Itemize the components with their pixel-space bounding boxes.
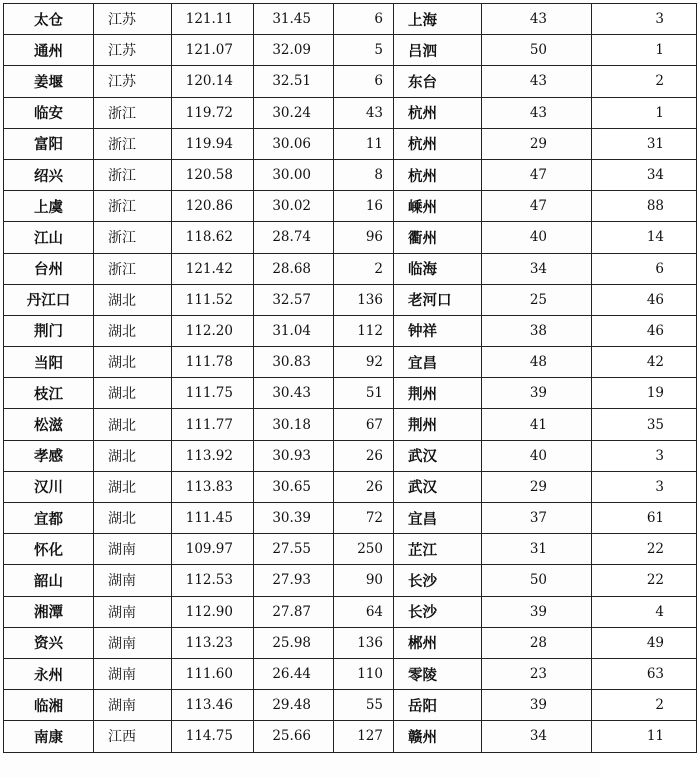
province-cell: 湖南	[94, 627, 172, 658]
city-name-cell: 汉川	[4, 471, 94, 502]
latitude-cell: 28.68	[254, 253, 334, 284]
longitude-cell: 121.11	[172, 4, 254, 35]
value-b-cell: 88	[592, 191, 697, 222]
value-b-cell: 31	[592, 128, 697, 159]
reference-station-cell: 荆州	[394, 378, 482, 409]
longitude-cell: 120.86	[172, 191, 254, 222]
latitude-cell: 32.51	[254, 66, 334, 97]
city-name-cell: 富阳	[4, 128, 94, 159]
value-a-cell: 48	[482, 347, 592, 378]
table-row	[4, 347, 697, 378]
table-row	[4, 658, 697, 689]
longitude-cell: 111.52	[172, 284, 254, 315]
altitude-cell: 5	[334, 35, 394, 66]
city-name-cell: 台州	[4, 253, 94, 284]
reference-station-cell: 零陵	[394, 658, 482, 689]
longitude-cell: 109.97	[172, 534, 254, 565]
province-cell: 江西	[94, 721, 172, 752]
altitude-cell: 250	[334, 534, 394, 565]
value-b-cell: 35	[592, 409, 697, 440]
city-name-cell: 孝感	[4, 440, 94, 471]
table-row	[4, 315, 697, 346]
reference-station-cell: 衢州	[394, 222, 482, 253]
reference-station-cell: 上海	[394, 4, 482, 35]
longitude-cell: 113.46	[172, 690, 254, 721]
value-b-cell: 2	[592, 690, 697, 721]
city-data-table	[3, 3, 697, 753]
value-b-cell: 49	[592, 627, 697, 658]
value-b-cell: 6	[592, 253, 697, 284]
reference-station-cell: 郴州	[394, 627, 482, 658]
province-cell: 浙江	[94, 253, 172, 284]
value-a-cell: 47	[482, 191, 592, 222]
reference-station-cell: 荆州	[394, 409, 482, 440]
table-row	[4, 66, 697, 97]
latitude-cell: 32.57	[254, 284, 334, 315]
longitude-cell: 121.42	[172, 253, 254, 284]
province-cell: 湖南	[94, 534, 172, 565]
altitude-cell: 8	[334, 159, 394, 190]
altitude-cell: 26	[334, 471, 394, 502]
longitude-cell: 119.94	[172, 128, 254, 159]
province-cell: 湖南	[94, 596, 172, 627]
latitude-cell: 27.87	[254, 596, 334, 627]
reference-station-cell: 吕泗	[394, 35, 482, 66]
city-name-cell: 丹江口	[4, 284, 94, 315]
altitude-cell: 43	[334, 97, 394, 128]
latitude-cell: 30.06	[254, 128, 334, 159]
latitude-cell: 30.83	[254, 347, 334, 378]
longitude-cell: 112.90	[172, 596, 254, 627]
latitude-cell: 30.43	[254, 378, 334, 409]
longitude-cell: 111.78	[172, 347, 254, 378]
city-name-cell: 姜堰	[4, 66, 94, 97]
latitude-cell: 28.74	[254, 222, 334, 253]
altitude-cell: 136	[334, 284, 394, 315]
province-cell: 浙江	[94, 222, 172, 253]
province-cell: 湖南	[94, 690, 172, 721]
value-a-cell: 50	[482, 35, 592, 66]
latitude-cell: 30.39	[254, 503, 334, 534]
longitude-cell: 112.20	[172, 315, 254, 346]
altitude-cell: 90	[334, 565, 394, 596]
value-a-cell: 41	[482, 409, 592, 440]
table-row	[4, 690, 697, 721]
table-row	[4, 4, 697, 35]
reference-station-cell: 岳阳	[394, 690, 482, 721]
longitude-cell: 113.23	[172, 627, 254, 658]
value-b-cell: 3	[592, 471, 697, 502]
longitude-cell: 114.75	[172, 721, 254, 752]
province-cell: 浙江	[94, 97, 172, 128]
latitude-cell: 30.02	[254, 191, 334, 222]
latitude-cell: 32.09	[254, 35, 334, 66]
city-name-cell: 太仓	[4, 4, 94, 35]
value-a-cell: 50	[482, 565, 592, 596]
altitude-cell: 2	[334, 253, 394, 284]
altitude-cell: 26	[334, 440, 394, 471]
value-a-cell: 34	[482, 721, 592, 752]
value-b-cell: 46	[592, 315, 697, 346]
reference-station-cell: 钟祥	[394, 315, 482, 346]
table-row	[4, 534, 697, 565]
altitude-cell: 112	[334, 315, 394, 346]
reference-station-cell: 武汉	[394, 471, 482, 502]
value-b-cell: 22	[592, 565, 697, 596]
value-a-cell: 28	[482, 627, 592, 658]
reference-station-cell: 杭州	[394, 97, 482, 128]
table-row	[4, 253, 697, 284]
table-row	[4, 97, 697, 128]
latitude-cell: 31.04	[254, 315, 334, 346]
latitude-cell: 25.98	[254, 627, 334, 658]
city-name-cell: 怀化	[4, 534, 94, 565]
table-row	[4, 440, 697, 471]
longitude-cell: 113.92	[172, 440, 254, 471]
table-row	[4, 627, 697, 658]
value-a-cell: 23	[482, 658, 592, 689]
longitude-cell: 119.72	[172, 97, 254, 128]
city-name-cell: 上虞	[4, 191, 94, 222]
value-b-cell: 14	[592, 222, 697, 253]
latitude-cell: 27.93	[254, 565, 334, 596]
city-name-cell: 绍兴	[4, 159, 94, 190]
latitude-cell: 30.00	[254, 159, 334, 190]
value-b-cell: 1	[592, 97, 697, 128]
reference-station-cell: 老河口	[394, 284, 482, 315]
latitude-cell: 29.48	[254, 690, 334, 721]
province-cell: 浙江	[94, 128, 172, 159]
value-a-cell: 39	[482, 596, 592, 627]
reference-station-cell: 宜昌	[394, 503, 482, 534]
city-name-cell: 韶山	[4, 565, 94, 596]
table-body	[4, 4, 697, 753]
value-b-cell: 19	[592, 378, 697, 409]
reference-station-cell: 长沙	[394, 565, 482, 596]
value-b-cell: 2	[592, 66, 697, 97]
reference-station-cell: 嵊州	[394, 191, 482, 222]
city-name-cell: 临湘	[4, 690, 94, 721]
reference-station-cell: 宜昌	[394, 347, 482, 378]
altitude-cell: 11	[334, 128, 394, 159]
altitude-cell: 6	[334, 66, 394, 97]
altitude-cell: 67	[334, 409, 394, 440]
latitude-cell: 26.44	[254, 658, 334, 689]
province-cell: 湖南	[94, 658, 172, 689]
table-row	[4, 222, 697, 253]
value-a-cell: 37	[482, 503, 592, 534]
table-row	[4, 191, 697, 222]
city-name-cell: 临安	[4, 97, 94, 128]
altitude-cell: 16	[334, 191, 394, 222]
table-row	[4, 565, 697, 596]
province-cell: 湖北	[94, 440, 172, 471]
province-cell: 湖北	[94, 503, 172, 534]
longitude-cell: 111.77	[172, 409, 254, 440]
altitude-cell: 127	[334, 721, 394, 752]
latitude-cell: 30.18	[254, 409, 334, 440]
longitude-cell: 121.07	[172, 35, 254, 66]
value-a-cell: 29	[482, 471, 592, 502]
table-row	[4, 471, 697, 502]
province-cell: 湖北	[94, 409, 172, 440]
city-name-cell: 枝江	[4, 378, 94, 409]
latitude-cell: 30.93	[254, 440, 334, 471]
table-row	[4, 159, 697, 190]
province-cell: 浙江	[94, 159, 172, 190]
altitude-cell: 110	[334, 658, 394, 689]
value-a-cell: 43	[482, 4, 592, 35]
altitude-cell: 96	[334, 222, 394, 253]
altitude-cell: 136	[334, 627, 394, 658]
value-a-cell: 38	[482, 315, 592, 346]
value-b-cell: 34	[592, 159, 697, 190]
value-a-cell: 43	[482, 97, 592, 128]
value-a-cell: 47	[482, 159, 592, 190]
altitude-cell: 72	[334, 503, 394, 534]
value-b-cell: 46	[592, 284, 697, 315]
province-cell: 江苏	[94, 4, 172, 35]
reference-station-cell: 芷江	[394, 534, 482, 565]
value-b-cell: 11	[592, 721, 697, 752]
latitude-cell: 27.55	[254, 534, 334, 565]
table-row	[4, 284, 697, 315]
city-name-cell: 南康	[4, 721, 94, 752]
value-a-cell: 29	[482, 128, 592, 159]
longitude-cell: 113.83	[172, 471, 254, 502]
longitude-cell: 120.58	[172, 159, 254, 190]
province-cell: 浙江	[94, 191, 172, 222]
table-row	[4, 409, 697, 440]
city-name-cell: 松滋	[4, 409, 94, 440]
value-a-cell: 39	[482, 690, 592, 721]
longitude-cell: 111.75	[172, 378, 254, 409]
reference-station-cell: 武汉	[394, 440, 482, 471]
altitude-cell: 6	[334, 4, 394, 35]
reference-station-cell: 临海	[394, 253, 482, 284]
altitude-cell: 51	[334, 378, 394, 409]
table-row	[4, 378, 697, 409]
longitude-cell: 120.14	[172, 66, 254, 97]
table-row	[4, 596, 697, 627]
city-name-cell: 湘潭	[4, 596, 94, 627]
reference-station-cell: 赣州	[394, 721, 482, 752]
province-cell: 江苏	[94, 35, 172, 66]
city-name-cell: 荆门	[4, 315, 94, 346]
city-name-cell: 当阳	[4, 347, 94, 378]
value-b-cell: 1	[592, 35, 697, 66]
table-row	[4, 503, 697, 534]
latitude-cell: 31.45	[254, 4, 334, 35]
value-a-cell: 25	[482, 284, 592, 315]
province-cell: 江苏	[94, 66, 172, 97]
value-b-cell: 3	[592, 440, 697, 471]
city-name-cell: 江山	[4, 222, 94, 253]
value-b-cell: 3	[592, 4, 697, 35]
province-cell: 湖北	[94, 315, 172, 346]
latitude-cell: 30.24	[254, 97, 334, 128]
table-row	[4, 721, 697, 752]
city-name-cell: 通州	[4, 35, 94, 66]
province-cell: 湖北	[94, 284, 172, 315]
reference-station-cell: 杭州	[394, 159, 482, 190]
latitude-cell: 30.65	[254, 471, 334, 502]
latitude-cell: 25.66	[254, 721, 334, 752]
reference-station-cell: 杭州	[394, 128, 482, 159]
longitude-cell: 118.62	[172, 222, 254, 253]
value-a-cell: 43	[482, 66, 592, 97]
city-name-cell: 宜都	[4, 503, 94, 534]
value-b-cell: 63	[592, 658, 697, 689]
table-row	[4, 35, 697, 66]
altitude-cell: 55	[334, 690, 394, 721]
province-cell: 湖北	[94, 347, 172, 378]
value-b-cell: 22	[592, 534, 697, 565]
province-cell: 湖北	[94, 471, 172, 502]
city-name-cell: 资兴	[4, 627, 94, 658]
value-a-cell: 34	[482, 253, 592, 284]
province-cell: 湖南	[94, 565, 172, 596]
reference-station-cell: 长沙	[394, 596, 482, 627]
value-a-cell: 40	[482, 222, 592, 253]
value-a-cell: 31	[482, 534, 592, 565]
value-a-cell: 39	[482, 378, 592, 409]
value-b-cell: 4	[592, 596, 697, 627]
altitude-cell: 64	[334, 596, 394, 627]
altitude-cell: 92	[334, 347, 394, 378]
value-b-cell: 42	[592, 347, 697, 378]
city-name-cell: 永州	[4, 658, 94, 689]
longitude-cell: 111.60	[172, 658, 254, 689]
reference-station-cell: 东台	[394, 66, 482, 97]
longitude-cell: 112.53	[172, 565, 254, 596]
value-b-cell: 61	[592, 503, 697, 534]
province-cell: 湖北	[94, 378, 172, 409]
table-row	[4, 128, 697, 159]
longitude-cell: 111.45	[172, 503, 254, 534]
value-a-cell: 40	[482, 440, 592, 471]
